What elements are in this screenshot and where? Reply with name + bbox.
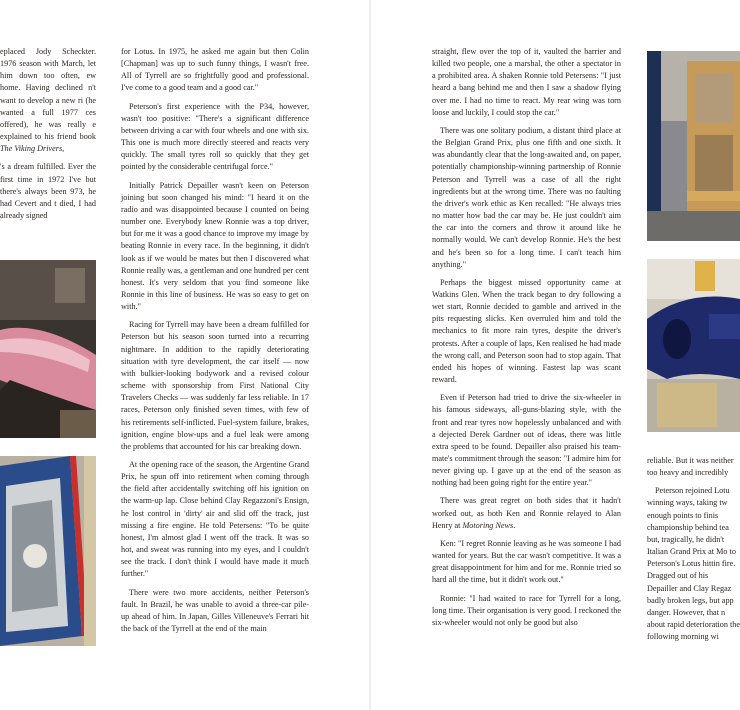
paragraph: 's a dream fulfilled. Ever the first time in 1972 I've but there's always been 973, he had Cevert and t died, I had already signed <box>0 162 96 221</box>
text-column-4 <box>647 455 740 649</box>
photo-blue-car-panel <box>0 456 96 646</box>
paragraph: Racing for Tyrrell may have been a dream fulfilled for Peterson but his season soon turned into a recurring nightmare. In addition to the rapidly deteriorating situation with tyre development, the car itself — now with bulkier-looking bodywork and a revised colour scheme with sponsorship from First National City Travelers Checks — was suddenly far less reliable. In 17 races, Peterson only finished seven times, with few of his retirements self-inflicted. Fuel-system failure, brakes, ignition, engine blow-ups and a fuel leak were among the problems that accounted for his car breaking down. <box>121 320 309 451</box>
paragraph: reliable. But it was neither too heavy and incredibly <box>647 456 734 478</box>
paragraph: There was one solitary podium, a distant third place at the Belgian Grand Prix, plus one fifth and one sixth. It was abundantly clear that the long-awaited and, on paper, potentially championship-winning partnership of Ronnie Peterson and Tyrrell was a case of all the right ingredients but at the wrong time. There was no faulting the driver's work ethic as Ken recalled: "He always tries no matter how bad the car may be. He just couldn't aim the car into the corners and throw it around like he normally would. We can't develop Ronnie. He's the best and he's been so for a long time. I can't teach him anything." <box>432 125 621 269</box>
paragraph: Initially Patrick Depailler wasn't keen on Peterson joining but soon changed his mind: "I heard it on the radio and was disappointed because I counted on being number one. Everybody knew Ronnie was a top driver, but for me it was a good chance to improve my image by beating Ronnie in every race. In the beginning, it didn't look as if we would be mates but then I discovered what Ronnie really was, a gentleman and one hundred per cent honest. It's very seldom that you find someone like Ronnie in this line of business. He was so easy to get on with." <box>121 180 309 312</box>
paragraph: There were two more accidents, neither Peterson's fault. In Brazil, he was unable to avoid a three-car pile-up ahead of him. In Japan, Gilles Villeneuve's Ferrari hit the back of the Tyrrell at the end of the main <box>121 587 309 634</box>
paragraph: eplaced Jody Scheckter. 1976 season with March, let him down too often, ew home. Having declined n't want to develop a new ri (he wanted a full 1977 ces offered), he was really e explained to his friend book The Viking Drivers, <box>0 47 96 154</box>
paragraph: There was great regret on both sides that it hadn't worked out, as both Ken and Ronnie relayed to Alan Henry at Motoring News. <box>432 496 621 530</box>
paragraph: Ronnie: "I had waited to race for Tyrrell for a long, long time. Their organisation is very good. I reckoned the six-wheeler would not only be good but also <box>432 593 621 627</box>
photo-garage-wooden-frame <box>647 51 740 241</box>
paragraph: straight, flew over the top of it, vaulted the barrier and killed two people, one a marshal, the other a spectator in a prohibited area. A shaken Ronnie told Petersens: "I just heard a bang behind me and then I saw a shadow flying over me. I had no time to react. My rear wing was torn loose and luckily, I could stop the car." <box>432 47 621 117</box>
paragraph: Peterson's first experience with the P34, however, wasn't too positive: "There's a significant difference between driving a car with four wheels and one with six. This one is much more directly steered and reacts very quickly. The small tyres roll so quickly that they get pointed by the considerable centrifugal force." <box>121 101 309 172</box>
magazine-title: Motoring News <box>462 520 514 530</box>
page-gutter <box>369 0 371 710</box>
text-column-2 <box>121 46 309 641</box>
text-column-1 <box>0 46 96 228</box>
paragraph: At the opening race of the season, the Argentine Grand Prix, he spun off into retirement when coming through the field after accidentally switching off his ignition on the warm-up lap. Close behind Clay Regazzoni's Ensign, he lost control in 'dirty' air and slid off the track, just missing a fire engine. He told Petersens: "To be quite honest, I'm almost glad I went off the track. It was so hot, and sweat was running into my eyes, and I couldn't see the track. I don't think I would have made it much further." <box>121 460 309 579</box>
photo-pink-car-body <box>0 260 96 438</box>
paragraph: Ken: "I regret Ronnie leaving as he was someone I had wanted for years. But the car wasn't competitive. It was a great disappointment for him and for me. Ronnie tried so hard all the time, but it didn't work out." <box>432 538 621 585</box>
text-column-3 <box>432 46 621 635</box>
paragraph: Even if Peterson had tried to drive the six-wheeler in his famous sideways, all-guns-blazing style, with the front and rear tyres now hopelessly unbalanced and with a dejected Derek Gardner out of ideas, there was little extra speed to be found. Depailler also praised his team-mate's commitment through the season: "I admire him for never giving up. I gave up at the end of the season as nothing had been going right for the entire year." <box>432 393 621 488</box>
paragraph: Perhaps the biggest missed opportunity came at Watkins Glen. When the track began to dry following a wet start, Ronnie decided to gamble and arrived in the pits requesting slicks. Ken overruled him and told the mechanics to fit more rain tyres, despite the driver's protests. After a couple of laps, Ken realised he had made the wrong call, and Peterson soon had to stop again. That ended his hopes of winning. Fastest lap was scant reward. <box>432 277 621 385</box>
paragraph: Peterson rejoined Lotu winning ways, taking tw enough points to finis championship behind tea but, tragically, he didn't Italian Grand Prix at Mo to Peterson's Lotus hittin fire. Dragged out of his Depailler and Clay Regaz badly broken legs, but app danger. However, that n about rapid deterioration the following morning wi <box>647 486 740 642</box>
paragraph: for Lotus. In 1975, he asked me again but then Colin [Chapman] was up to such funny things, I wasn't free. All of Tyrrell are so frightfully good and professional. I've come to a good team and a good car." <box>121 47 309 93</box>
book-title: The Viking Drivers <box>0 144 63 154</box>
photo-blue-car-workshop <box>647 259 740 432</box>
